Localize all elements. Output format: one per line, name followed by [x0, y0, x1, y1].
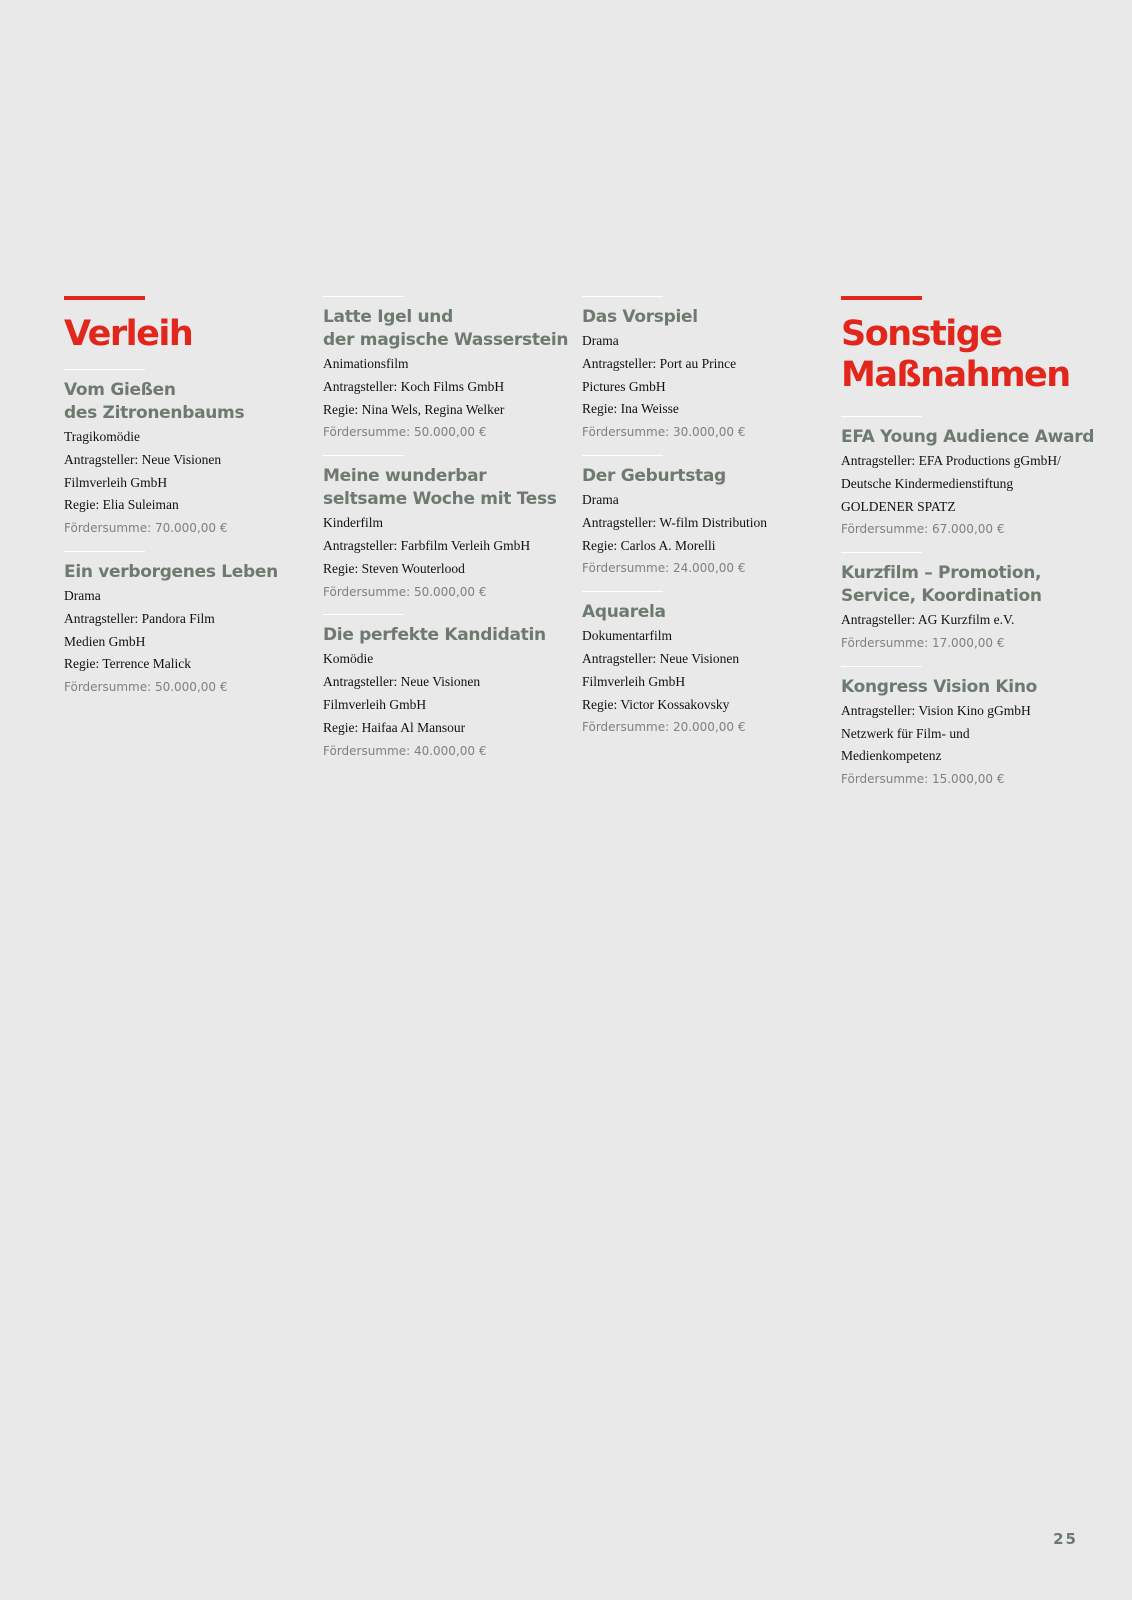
entry-title: Vom Gießen des Zitronenbaums: [64, 380, 245, 423]
entry-director: Regie: Haifaa Al Mansour: [323, 719, 466, 735]
entry-title: Latte Igel und der magische Wasserstein: [323, 307, 569, 350]
entry-genre: Tragikomödie: [64, 429, 141, 444]
entry-director: Regie: Terrence Malick: [64, 656, 191, 672]
entry-genre: Drama: [582, 491, 619, 507]
measure-entry: [841, 666, 1101, 791]
column-verleih: [64, 296, 312, 710]
entry-director: Regie: Ina Weisse: [582, 401, 679, 417]
entry-genre: Drama: [582, 333, 619, 348]
entry-applicant-cont: Filmverleih GmbH: [582, 673, 686, 689]
entry-applicant: Antragsteller: Koch Films GmbH: [323, 378, 505, 394]
entry-amount: Fördersumme: 67.000,00 €: [841, 522, 1005, 537]
entry-director: Regie: Victor Kossakovsky: [582, 696, 730, 712]
entry-amount: Fördersumme: 17.000,00 €: [841, 635, 1005, 650]
entry-amount: Fördersumme: 70.000,00 €: [64, 521, 228, 536]
entry-amount: Fördersumme: 50.000,00 €: [323, 584, 487, 599]
entry-amount: Fördersumme: 50.000,00 €: [64, 680, 228, 695]
entry-applicant: Antragsteller: AG Kurzfilm e.V.: [841, 612, 1015, 628]
entry-title: Das Vorspiel: [582, 307, 698, 327]
film-entry: [64, 551, 312, 699]
entry-applicant: Antragsteller: W-film Distribution: [582, 514, 767, 530]
entry-applicant: Antragsteller: Vision Kino gGmbH: [841, 702, 1031, 718]
entry-genre: Dokumentarfilm: [582, 628, 672, 644]
entry-applicant-cont: Pictures GmbH: [582, 378, 666, 394]
entry-title: Kongress Vision Kino: [841, 676, 1038, 697]
entry-director: Regie: Nina Wels, Regina Welker: [323, 401, 505, 417]
column-verleih-3: [582, 296, 830, 750]
entry-amount: Fördersumme: 50.000,00 €: [323, 425, 487, 440]
entry-applicant-cont: Filmverleih GmbH: [64, 474, 168, 490]
entry-applicant: Antragsteller: Port au Prince: [582, 355, 737, 371]
entry-amount: Fördersumme: 30.000,00 €: [582, 425, 746, 440]
film-entry: [582, 591, 830, 739]
entry-title: Ein verborgenes Leben: [64, 561, 278, 582]
film-entry: [323, 614, 578, 762]
entry-applicant-cont: Filmverleih GmbH: [323, 696, 427, 712]
section-heading-sonstige: Sonstige Maßnahmen: [841, 314, 1070, 395]
measure-entry: [841, 416, 1101, 541]
entry-applicant-cont: Netzwerk für Film- und: [841, 725, 970, 741]
entry-title: Die perfekte Kandidatin: [323, 625, 546, 646]
section-accent-bar: [841, 296, 922, 300]
entry-director: Regie: Elia Suleiman: [64, 497, 179, 513]
entry-title: Meine wunderbar seltsame Woche mit Tess: [323, 466, 557, 510]
entry-genre: Animationsfilm: [323, 356, 409, 371]
entry-amount: Fördersumme: 15.000,00 €: [841, 772, 1005, 787]
entry-applicant: Antragsteller: Neue Visionen: [64, 451, 222, 467]
entry-director: Regie: Carlos A. Morelli: [582, 537, 716, 553]
entry-applicant-cont: Medienkompetenz: [841, 748, 942, 764]
entry-genre: Drama: [64, 587, 101, 603]
entry-title: Der Geburtstag: [582, 465, 726, 486]
entry-title: Kurzfilm – Promotion, Service, Koordination: [841, 563, 1042, 607]
column-verleih-2: [323, 296, 578, 773]
entry-title: EFA Young Audience Award: [841, 427, 1095, 447]
entry-applicant: Antragsteller: Farbfilm Verleih GmbH: [323, 537, 531, 553]
entry-applicant: Antragsteller: Neue Visionen: [323, 674, 481, 690]
entry-genre: Komödie: [323, 651, 374, 667]
entry-applicant: Antragsteller: Neue Visionen: [582, 650, 740, 666]
film-entry: [323, 455, 578, 603]
entry-applicant: Antragsteller: EFA Productions gGmbH/: [841, 453, 1061, 468]
entry-applicant-cont: GOLDENER SPATZ: [841, 498, 956, 514]
section-heading-verleih: Verleih: [64, 314, 193, 354]
entry-applicant: Antragsteller: Pandora Film: [64, 610, 215, 626]
film-entry: [582, 455, 830, 580]
section-accent-bar: [64, 296, 145, 300]
film-entry: [582, 296, 830, 444]
page-number: 25: [1053, 1530, 1078, 1548]
film-entry: [323, 296, 578, 444]
entry-amount: Fördersumme: 20.000,00 €: [582, 720, 746, 735]
measure-entry: [841, 552, 1101, 655]
entry-director: Regie: Steven Wouterlood: [323, 560, 465, 576]
entry-genre: Kinderfilm: [323, 515, 383, 531]
column-sonstige-massnahmen: [841, 296, 1101, 802]
entry-amount: Fördersumme: 24.000,00 €: [582, 561, 746, 576]
entry-applicant-cont: Deutsche Kindermedienstiftung: [841, 475, 1014, 491]
entry-applicant-cont: Medien GmbH: [64, 633, 146, 649]
entry-amount: Fördersumme: 40.000,00 €: [323, 743, 487, 758]
film-entry: [64, 369, 312, 540]
entry-title: Aquarela: [582, 602, 666, 623]
